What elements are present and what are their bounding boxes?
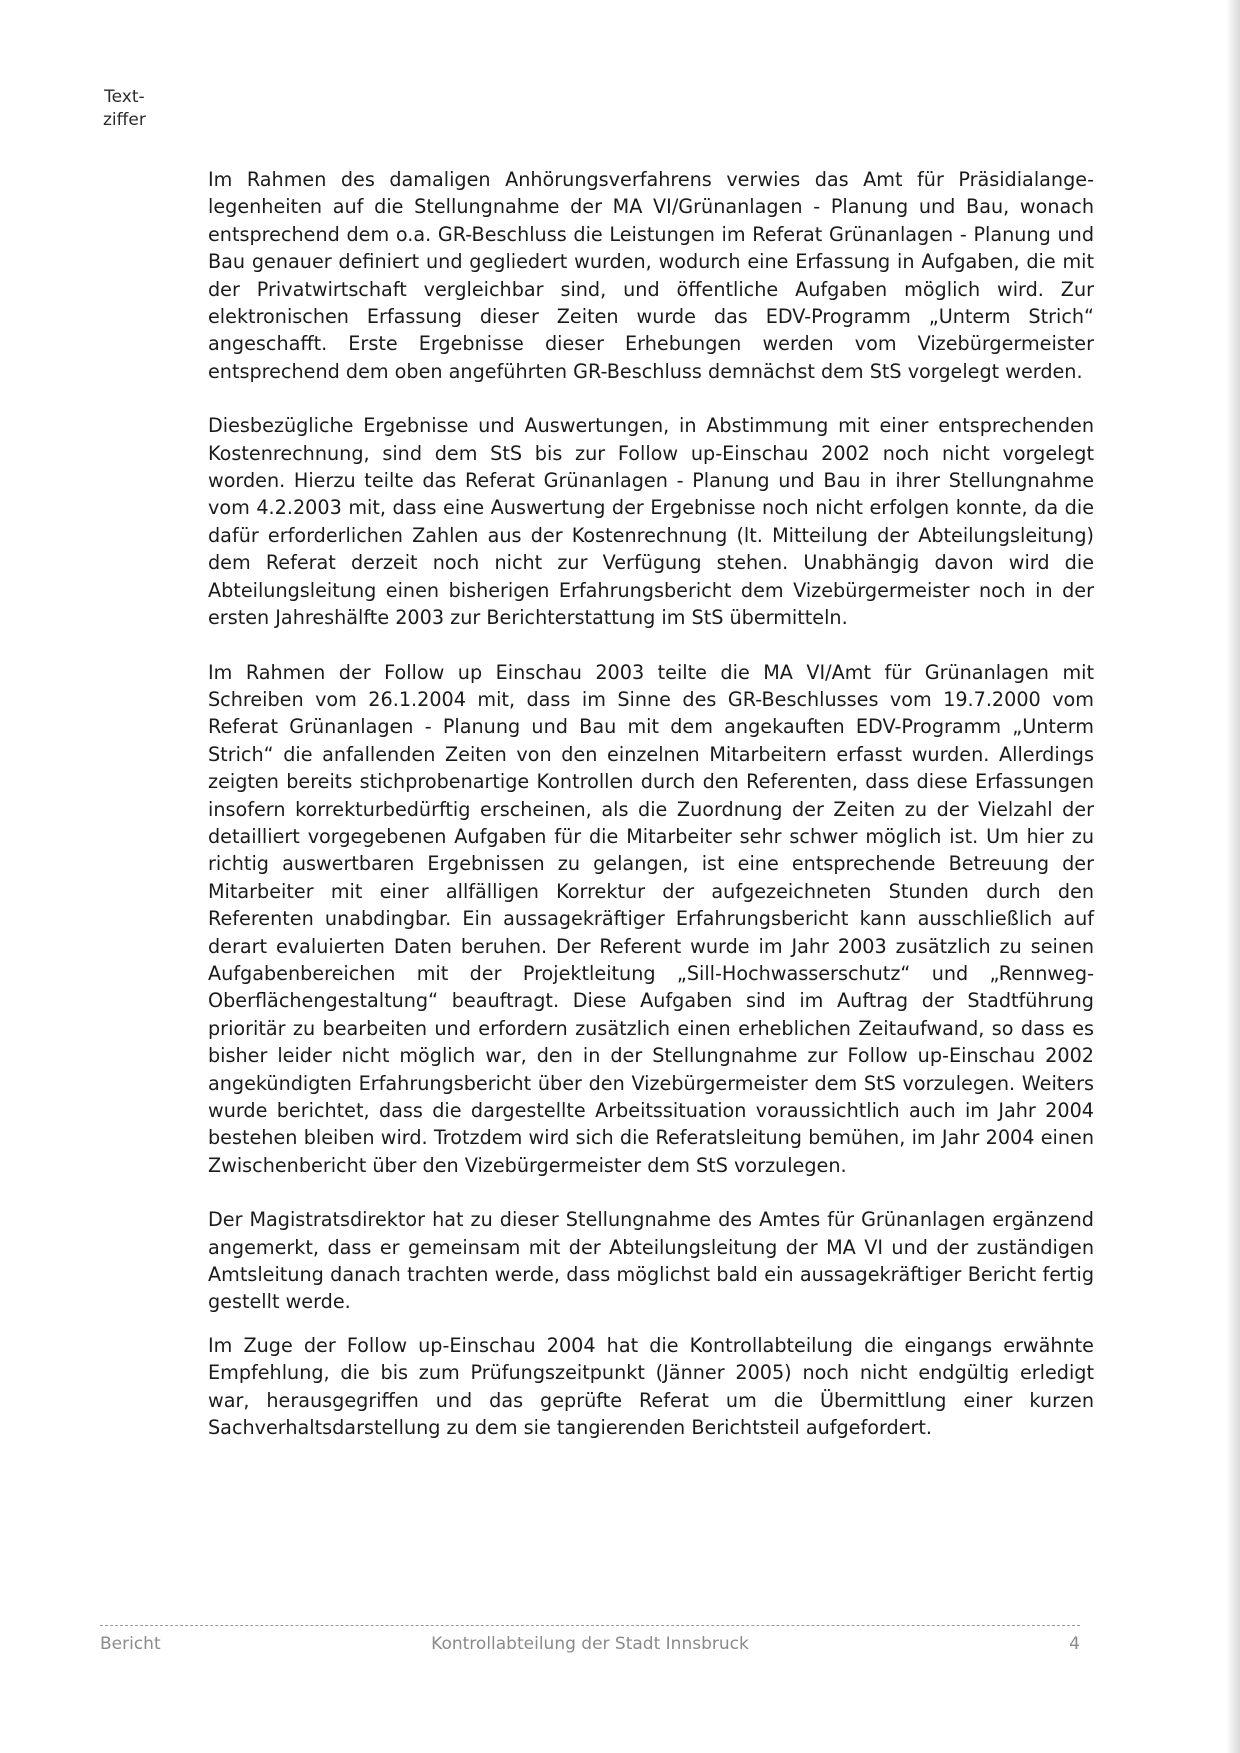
- margin-label-line-1: Text-: [104, 87, 145, 107]
- paragraph-4: Der Magistratsdirektor hat zu dieser Stellungnahme des Amtes für Grünanlagen ergänzend angemerkt, dass er gemeinsam mit der Abteilungsleitung der MA VI und der zuständigen Amtsleitung danach trachten werde, dass möglichst bald ein aussagekräftiger Bericht fertig gestellt werde.: [208, 1208, 1094, 1314]
- paragraph-2: Diesbezügliche Ergebnisse und Auswertungen, in Abstimmung mit einer entsprechenden Kostenrechnung, sind dem StS bis zur Follow up-Einschau 2002 noch nicht vorgelegt worden. Hierzu teilte das Referat Grünanlagen - Planung und Bau in ihrer Stellungnahme vom 4.2.2003 mit, dass eine Auswertung der Ergebnisse noch nicht erfolgen konnte, da die dafür erforderlichen Zahlen aus der Kostenrechnung (lt. Mitteilung der Abteilungsleitung) dem Referat derzeit noch nicht zur Verfügung stehen. Unabhängig davon wird die Abteilungsleitung einen bisherigen Erfahrungsbericht dem Vizebürgermeister noch in der ersten Jahreshälfte 2003 zur Berichterstattung im StS übermitteln.: [208, 414, 1094, 630]
- scan-edge-shadow: [1226, 0, 1240, 1753]
- paragraph-1: Im Rahmen des damaligen Anhörungsverfahrens verwies das Amt für Präsidialangelegenheiten auf die Stellungnahme der MA VI/Grünanlagen - Planung und Bau, wonach entsprechend dem o.a. GR-Beschluss die Leistungen im Referat Grünanlagen - Planung und Bau genauer definiert und gegliedert wurden, wodurch eine Erfassung in Aufgaben, die mit der Privatwirtschaft vergleichbar sind, und öffentliche Aufgaben möglich wird. Zur elektronischen Erfassung dieser Zeiten wurde das EDV-Programm „Unterm Strich“ angeschafft. Erste Ergebnisse dieser Erhebungen werden vom Vizebürgermeister entsprechend dem oben angeführten GR-Beschluss demnächst dem StS vorgelegt werden.: [208, 168, 1094, 383]
- report-body: [208, 166, 1094, 1441]
- paragraph-3: Im Rahmen der Follow up Einschau 2003 teilte die MA VI/Amt für Grünanlagen mit Schreiben vom 26.1.2004 mit, dass im Sinne des GR-Beschlusses vom 19.7.2000 vom Referat Grünanlagen - Planung und Bau mit dem angekauften EDV-Programm „Unterm Strich“ die anfallenden Zeiten von den einzelnen Mitarbeitern erfasst wurden. Allerdings zeigten bereits stichprobenartige Kontrollen durch den Referenten, dass diese Erfassungen insofern korrekturbedürftig erscheinen, als die Zuordnung der Zeiten zu der Vielzahl der detailliert vorgegebenen Aufgaben für die Mitarbeiter sehr schwer möglich ist. Um hier zu richtig auswertbaren Ergebnissen zu gelangen, ist eine entsprechende Betreuung der Mitarbeiter mit einer allfälligen Korrektur der aufgezeichneten Stunden durch den Referenten unabdingbar. Ein aussagekräftiger Erfahrungsbericht kann ausschließlich auf derart evaluierten Daten beruhen. Der Referent wurde im Jahr 2003 zusätzlich zu seinen Aufgabenbereichen mit der Projektleitung „Sill-Hochwasserschutz“ und „Rennweg-Oberflächengestaltung“ beauftragt. Diese Aufgaben sind im Auftrag der Stadtführung prioritär zu bearbeiten und erfordern zusätzlich einen erheblichen Zeitaufwand, so dass es bisher leider nicht möglich war, den in der Stellungnahme zur Follow up-Einschau 2002 angekündigten Erfahrungsbericht über den Vizebürgermeister dem StS vorzulegen. Weiters wurde berichtet, dass die dargestellte Arbeitssituation voraussichtlich auch im Jahr 2004 bestehen bleiben wird. Trotzdem wird sich die Referatsleitung bemühen, im Jahr 2004 einen Zwischenbericht über den Vizebürgermeister dem StS vorzulegen.: [208, 660, 1094, 1177]
- footer-divider: [100, 1625, 1080, 1626]
- margin-label-line-2: ziffer: [103, 110, 146, 130]
- margin-label-textziffer: [103, 86, 146, 132]
- footer-page-number: 4: [1069, 1634, 1080, 1654]
- footer-report-label: Bericht: [100, 1634, 161, 1654]
- paragraph-5: Im Zuge der Follow up-Einschau 2004 hat die Kontrollabteilung die eingangs erwähnte Empfehlung, die bis zum Prüfungszeitpunkt (Jänner 2005) noch nicht endgültig erledigt war, herausgegriffen und das geprüfte Referat um die Übermittlung einer kurzen Sachverhaltsdarstellung zu dem sie tangierenden Berichtsteil aufgefordert.: [208, 1333, 1094, 1440]
- page-footer: [100, 1633, 1080, 1657]
- footer-department: Kontrollabteilung der Stadt Innsbruck: [431, 1634, 749, 1654]
